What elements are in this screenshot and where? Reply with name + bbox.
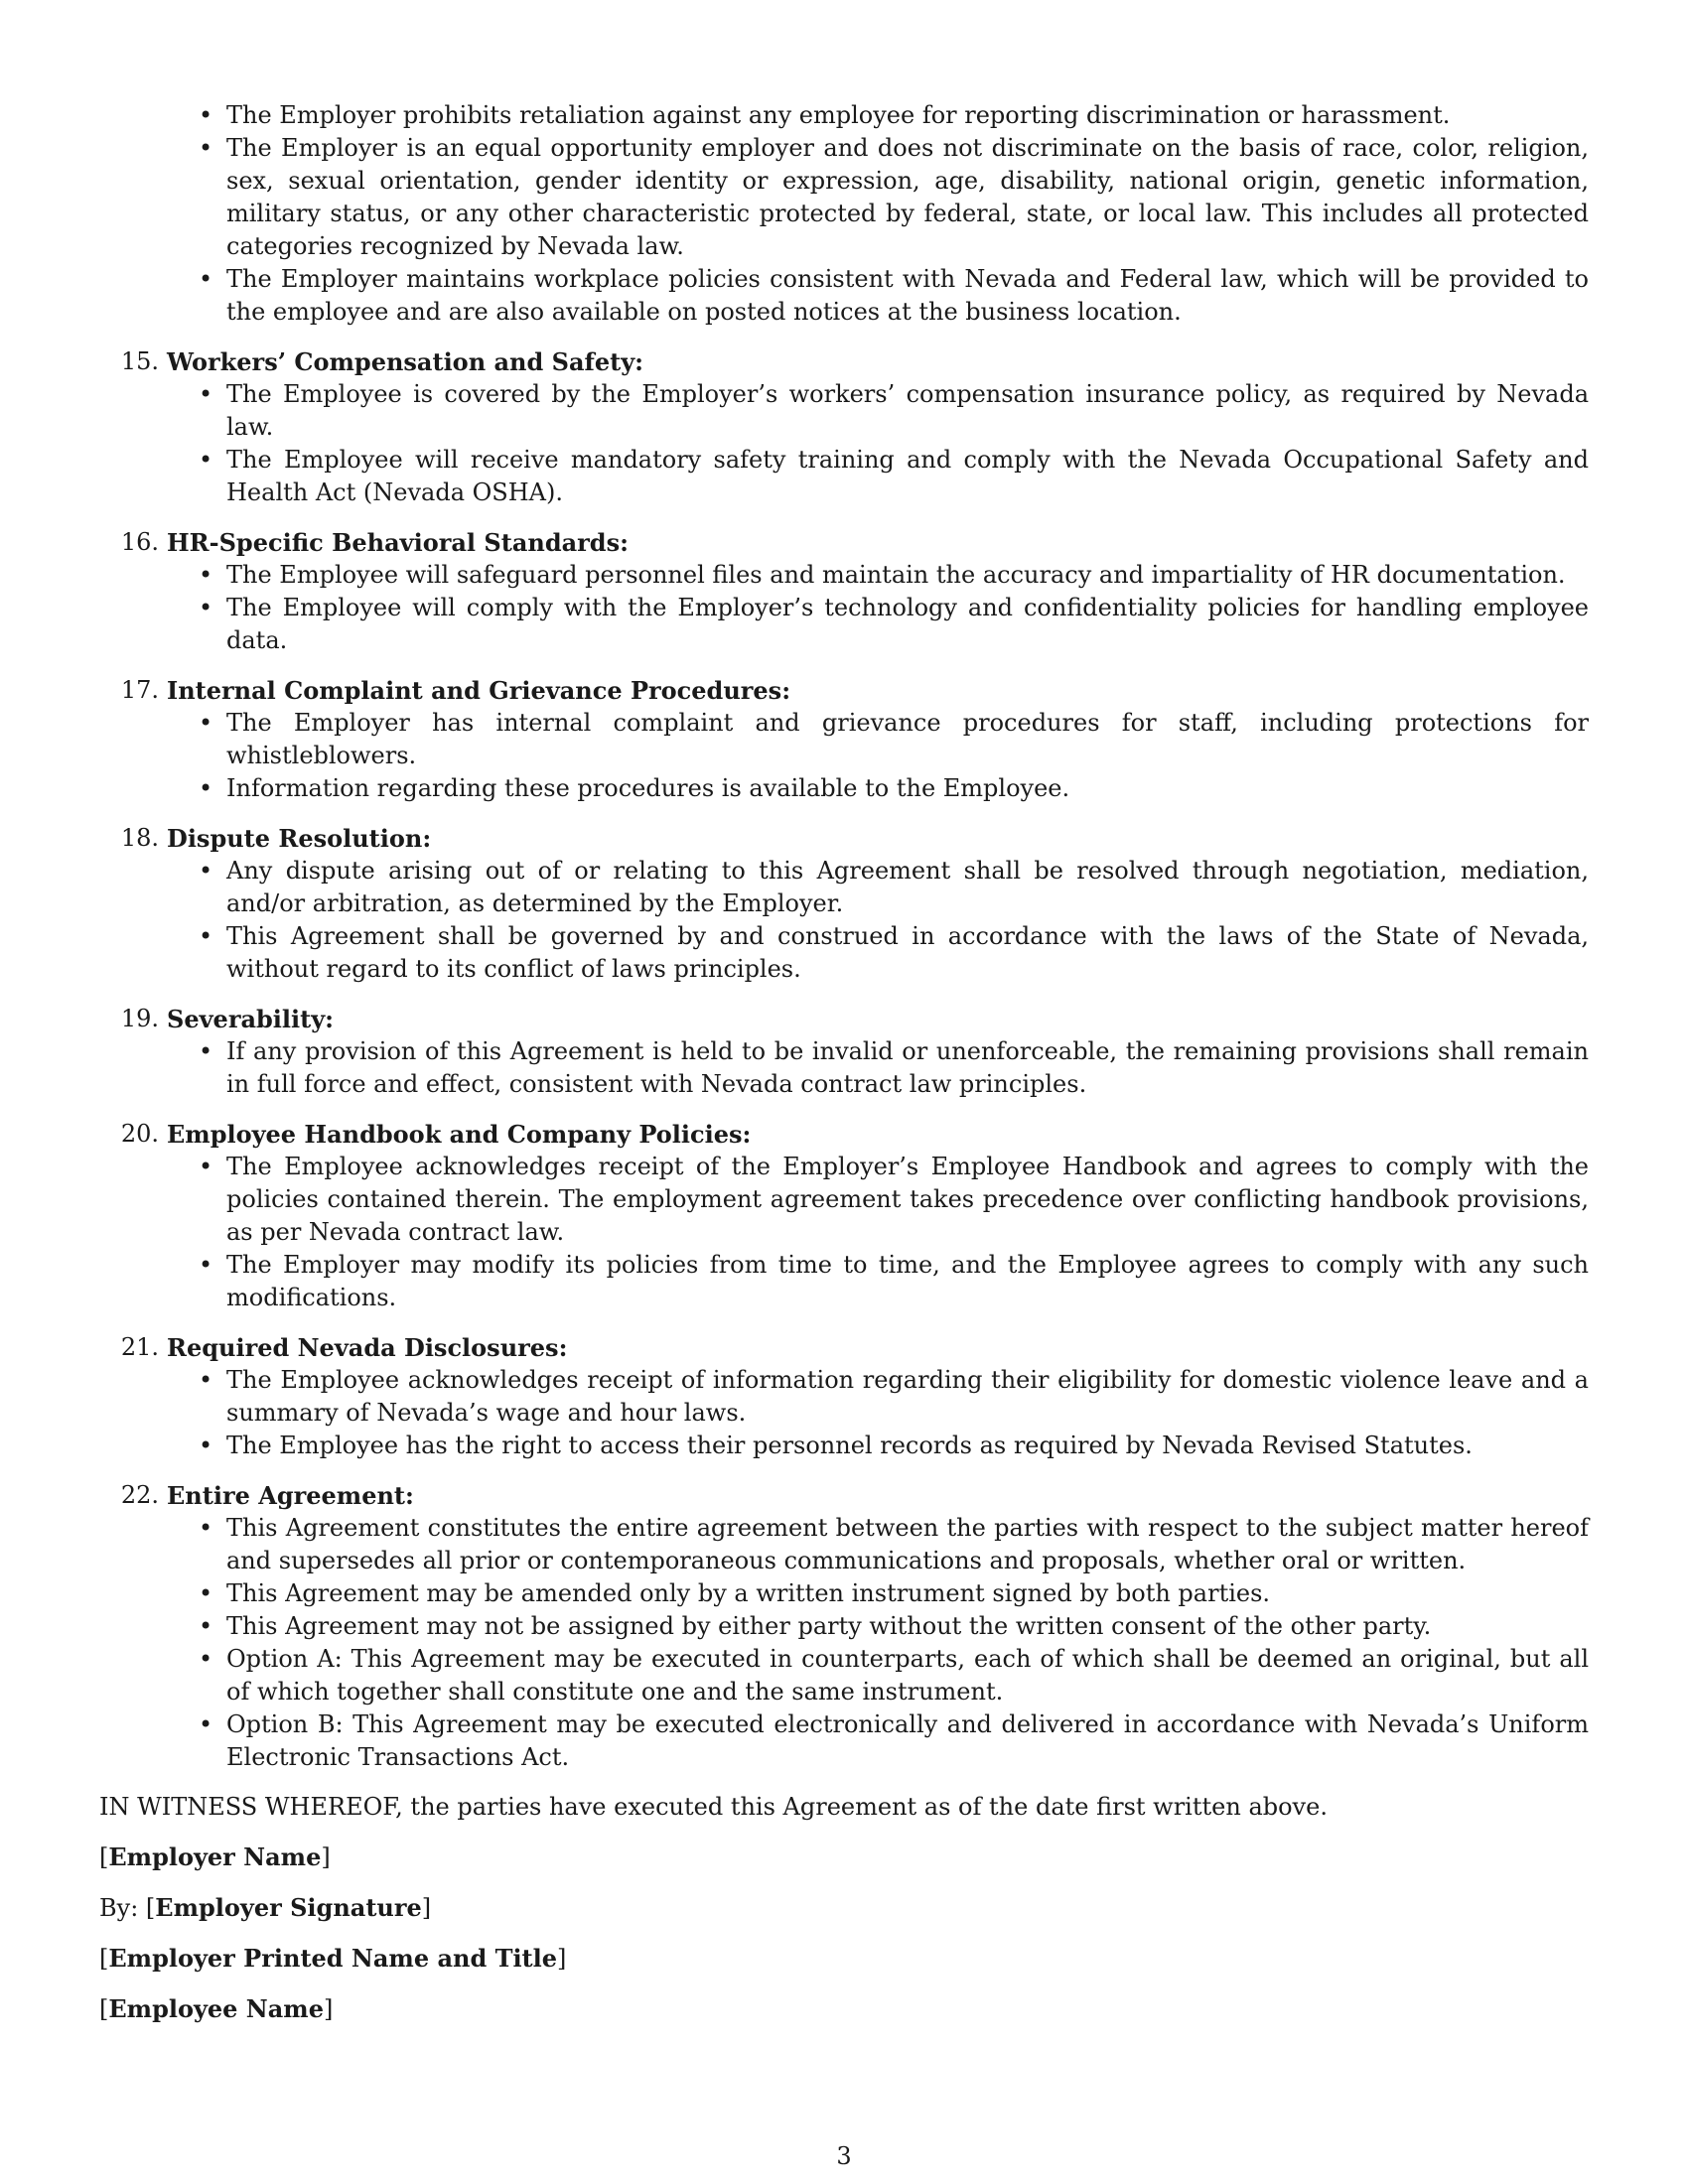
list-item: • The Employee will safeguard personnel files and maintain the accuracy and impartiality of HR documentation. xyxy=(99,559,1589,592)
list-item: • Option B: This Agreement may be executed electronically and delivered in accordance with Nevada’s Uniform Electronic Transactions Act. xyxy=(99,1708,1589,1774)
list-item: • The Employer has internal complaint and grievance procedures for staff, including protections for whistleblowers. xyxy=(99,707,1589,772)
section-title: Required Nevada Disclosures: xyxy=(167,1333,568,1362)
section-list xyxy=(99,378,1589,509)
section-21 xyxy=(99,1331,1589,1462)
section-number: 15. xyxy=(120,347,159,375)
list-item: • The Employee acknowledges receipt of information regarding their eligibility for domestic violence leave and a summary of Nevada’s wage and hour laws. xyxy=(99,1364,1589,1430)
list-item: • This Agreement may not be assigned by either party without the written consent of the other party. xyxy=(99,1610,1589,1643)
list-item: • Any dispute arising out of or relating to this Agreement shall be resolved through negotiation, mediation, and/or arbitration, as determined by the Employer. xyxy=(99,855,1589,920)
section-title: Dispute Resolution: xyxy=(167,824,432,853)
section-title: Entire Agreement: xyxy=(167,1481,414,1510)
section-22 xyxy=(99,1479,1589,1774)
section-list xyxy=(99,855,1589,986)
employee-name: Employee Name xyxy=(108,1994,324,2023)
list-item: • The Employee will comply with the Employer’s technology and confidentiality policies for handling employee data. xyxy=(99,592,1589,657)
list-item: • The Employer is an equal opportunity employer and does not discriminate on the basis of race, color, religion, sex, sexual orientation, gender identity or expression, age, disability, national origin, genetic information, military status, or any other characteristic protected by federal, state, or local law. This includes all protected categories recognized by Nevada law. xyxy=(99,132,1589,263)
section-18 xyxy=(99,822,1589,986)
employer-printed-name-line: [Employer Printed Name and Title] xyxy=(99,1944,567,1973)
section-19 xyxy=(99,1003,1589,1101)
section-title: Workers’ Compensation and Safety: xyxy=(167,347,643,376)
section-number: 17. xyxy=(120,676,159,704)
section-15 xyxy=(99,345,1589,509)
section-number: 19. xyxy=(120,1005,159,1032)
list-item: • The Employee acknowledges receipt of the Employer’s Employee Handbook and agrees to comply with the policies contained therein. The employment agreement takes precedence over conflicting handbook provisions, as per Nevada contract law. xyxy=(99,1151,1589,1249)
list-item: • If any provision of this Agreement is held to be invalid or unenforceable, the remaining provisions shall remain in full force and effect, consistent with Nevada contract law principles. xyxy=(99,1035,1589,1101)
employer-name-line: [Employer Name] xyxy=(99,1843,331,1871)
section-list xyxy=(99,1512,1589,1774)
list-item: • This Agreement constitutes the entire agreement between the parties with respect to the subject matter hereof and supersedes all prior or contemporaneous communications and proposals, whether oral or written. xyxy=(99,1512,1589,1577)
document-page xyxy=(99,99,1589,2026)
section-list xyxy=(99,707,1589,805)
section-number: 18. xyxy=(120,824,159,852)
list-item: • Option A: This Agreement may be executed in counterparts, each of which shall be deemed an original, but all of which together shall constitute one and the same instrument. xyxy=(99,1643,1589,1708)
section-20 xyxy=(99,1118,1589,1314)
section-title: HR-Specific Behavioral Standards: xyxy=(167,528,629,557)
list-item: • The Employer prohibits retaliation against any employee for reporting discrimination or harassment. xyxy=(99,99,1589,132)
section-list xyxy=(99,1035,1589,1101)
employer-printed-name: Employer Printed Name and Title xyxy=(108,1944,558,1973)
list-item: • The Employee is covered by the Employer’s workers’ compensation insurance policy, as required by Nevada law. xyxy=(99,378,1589,444)
by-label: By: xyxy=(99,1894,139,1922)
list-item: • This Agreement may be amended only by a written instrument signed by both parties. xyxy=(99,1577,1589,1610)
page-number: 3 xyxy=(836,2142,852,2170)
section-title: Employee Handbook and Company Policies: xyxy=(167,1120,752,1149)
employee-name-line: [Employee Name] xyxy=(99,1994,334,2023)
intro-list xyxy=(99,99,1589,329)
list-item: • The Employee will receive mandatory safety training and comply with the Nevada Occupational Safety and Health Act (Nevada OSHA). xyxy=(99,444,1589,509)
list-item: • The Employee has the right to access their personnel records as required by Nevada Revised Statutes. xyxy=(99,1430,1589,1462)
list-item: • The Employer maintains workplace policies consistent with Nevada and Federal law, which will be provided to the employee and are also available on posted notices at the business location. xyxy=(99,263,1589,329)
section-number: 22. xyxy=(120,1481,159,1509)
section-number: 21. xyxy=(120,1333,159,1361)
section-number: 20. xyxy=(120,1120,159,1148)
section-list xyxy=(99,1364,1589,1462)
employer-signature-line: By: [Employer Signature] xyxy=(99,1893,432,1922)
section-number: 16. xyxy=(120,528,159,556)
list-item: • This Agreement shall be governed by and construed in accordance with the laws of the State of Nevada, without regard to its conflict of laws principles. xyxy=(99,920,1589,986)
section-list xyxy=(99,559,1589,657)
section-17 xyxy=(99,674,1589,805)
section-16 xyxy=(99,526,1589,657)
employer-signature: Employer Signature xyxy=(155,1893,422,1922)
section-title: Internal Complaint and Grievance Procedures: xyxy=(167,676,791,705)
section-title: Severability: xyxy=(167,1005,335,1033)
list-item: • The Employer may modify its policies from time to time, and the Employee agrees to comply with any such modifications. xyxy=(99,1249,1589,1314)
employer-name: Employer Name xyxy=(108,1843,322,1871)
section-list xyxy=(99,1151,1589,1314)
witness-statement: IN WITNESS WHEREOF, the parties have executed this Agreement as of the date first written above. xyxy=(99,1793,1328,1821)
list-item: • Information regarding these procedures is available to the Employee. xyxy=(99,772,1589,805)
